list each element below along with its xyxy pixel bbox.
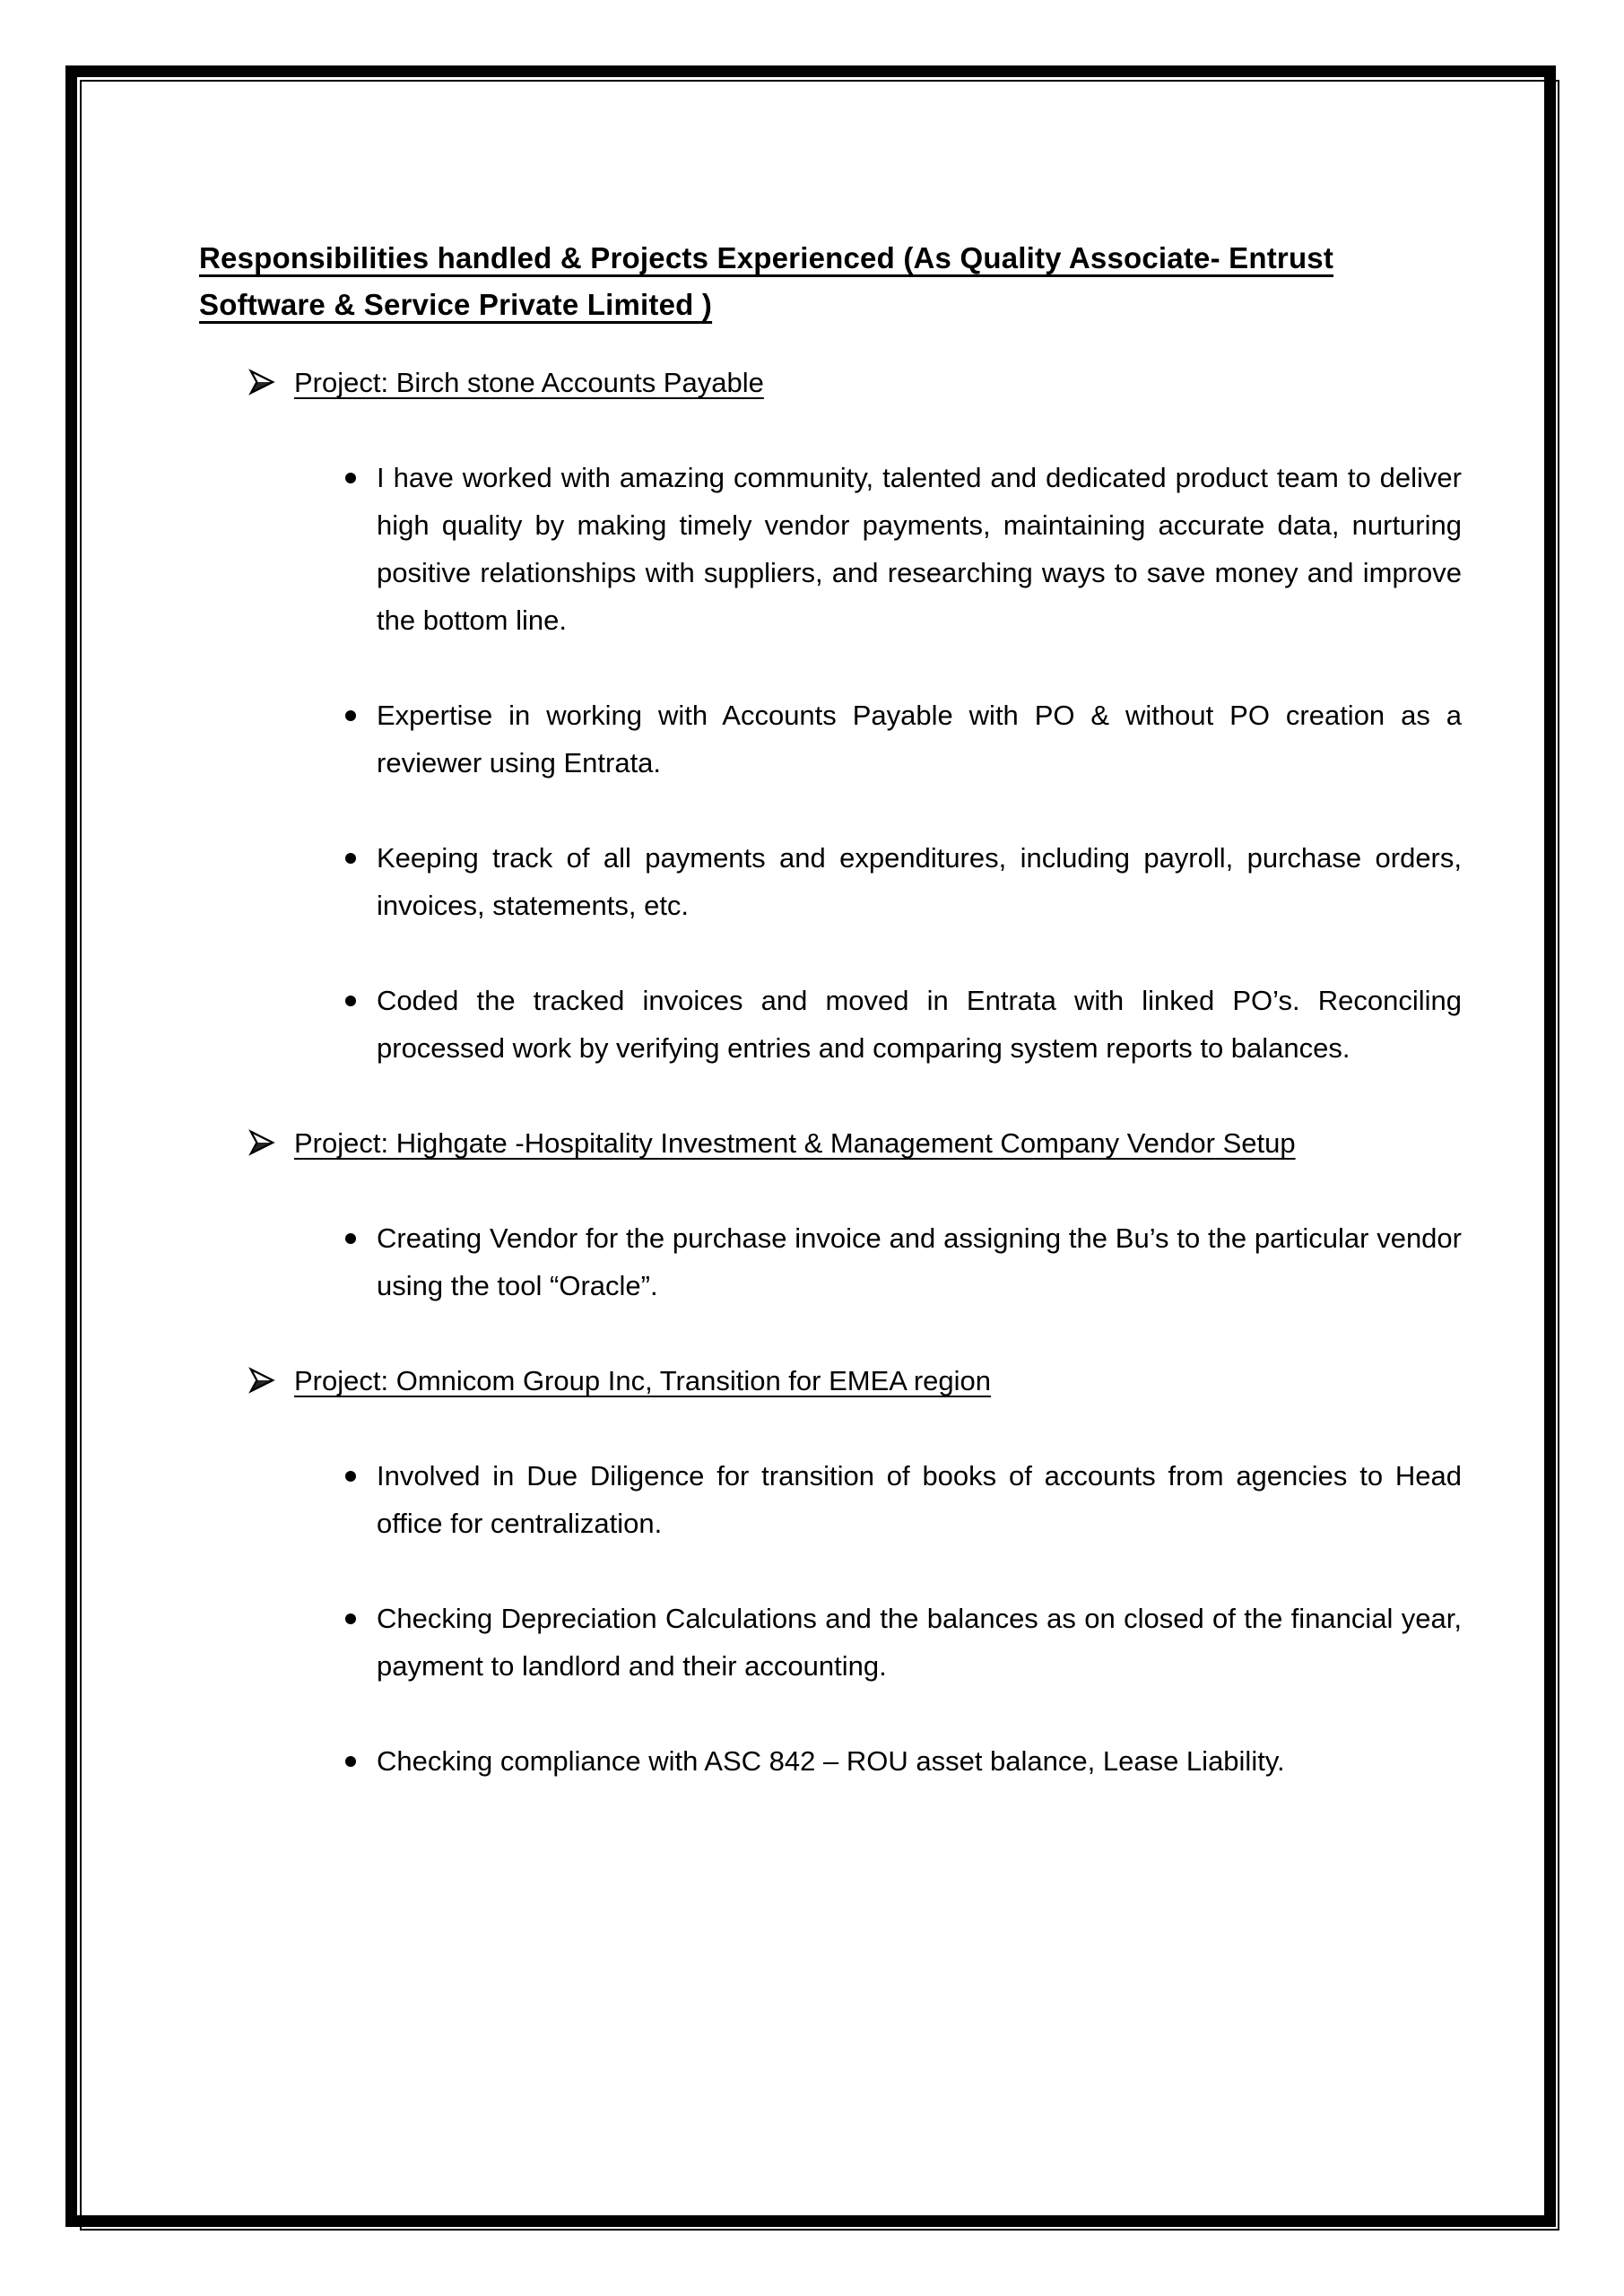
bullet-text: Involved in Due Diligence for transition of books of accounts from agencies to Head office for centralization. bbox=[377, 1460, 1462, 1539]
list-item bbox=[199, 1737, 1462, 1785]
bullet-dot-icon bbox=[345, 1613, 356, 1624]
list-item bbox=[199, 834, 1462, 929]
bullet-dot-icon bbox=[345, 1756, 356, 1767]
page-content bbox=[199, 235, 1462, 1832]
project-title-row bbox=[199, 1357, 1462, 1405]
project-title-row bbox=[199, 359, 1462, 406]
bullet-dot-icon bbox=[345, 1233, 356, 1244]
list-item bbox=[199, 691, 1462, 787]
section-heading bbox=[199, 235, 1462, 328]
bullet-text: Expertise in working with Accounts Payable with PO & without PO creation as a reviewer using Entrata. bbox=[377, 700, 1462, 778]
list-item bbox=[199, 1452, 1462, 1547]
bullet-dot-icon bbox=[345, 1471, 356, 1482]
section-heading-line-2: Software & Service Private Limited ) bbox=[199, 288, 713, 321]
bullet-text: Checking Depreciation Calculations and the balances as on closed of the financial year, payment to landlord and their accounting. bbox=[377, 1603, 1462, 1682]
project-title: Project: Birch stone Accounts Payable bbox=[294, 367, 764, 398]
list-item bbox=[199, 1214, 1462, 1309]
project-arrow-icon bbox=[248, 369, 275, 396]
section-heading-line-1: Responsibilities handled & Projects Experienced (As Quality Associate- Entrust bbox=[199, 241, 1334, 274]
list-item bbox=[199, 454, 1462, 644]
bullet-text: I have worked with amazing community, talented and dedicated product team to deliver high quality by making timely vendor payments, maintaining accurate data, nurturing positive relationships with suppliers, and researching ways to save money and improve the bottom line. bbox=[377, 462, 1462, 636]
bullet-dot-icon bbox=[345, 853, 356, 864]
project-arrow-icon bbox=[248, 1367, 275, 1394]
bullet-text: Checking compliance with ASC 842 – ROU asset balance, Lease Liability. bbox=[377, 1745, 1285, 1777]
bullet-dot-icon bbox=[345, 473, 356, 483]
list-item bbox=[199, 977, 1462, 1072]
project-title: Project: Omnicom Group Inc, Transition for EMEA region bbox=[294, 1365, 992, 1396]
project-title-row bbox=[199, 1119, 1462, 1167]
bullet-text: Coded the tracked invoices and moved in Entrata with linked PO’s. Reconciling processed work by verifying entries and comparing system reports to balances. bbox=[377, 985, 1462, 1064]
project-arrow-icon bbox=[248, 1129, 275, 1156]
bullet-dot-icon bbox=[345, 710, 356, 721]
list-item bbox=[199, 1595, 1462, 1690]
project-title: Project: Highgate -Hospitality Investment & Management Company Vendor Setup bbox=[294, 1127, 1296, 1159]
bullet-dot-icon bbox=[345, 996, 356, 1006]
bullet-text: Creating Vendor for the purchase invoice and assigning the Bu’s to the particular vendor using the tool “Oracle”. bbox=[377, 1222, 1462, 1301]
bullet-text: Keeping track of all payments and expenditures, including payroll, purchase orders, invoices, statements, etc. bbox=[377, 842, 1462, 921]
